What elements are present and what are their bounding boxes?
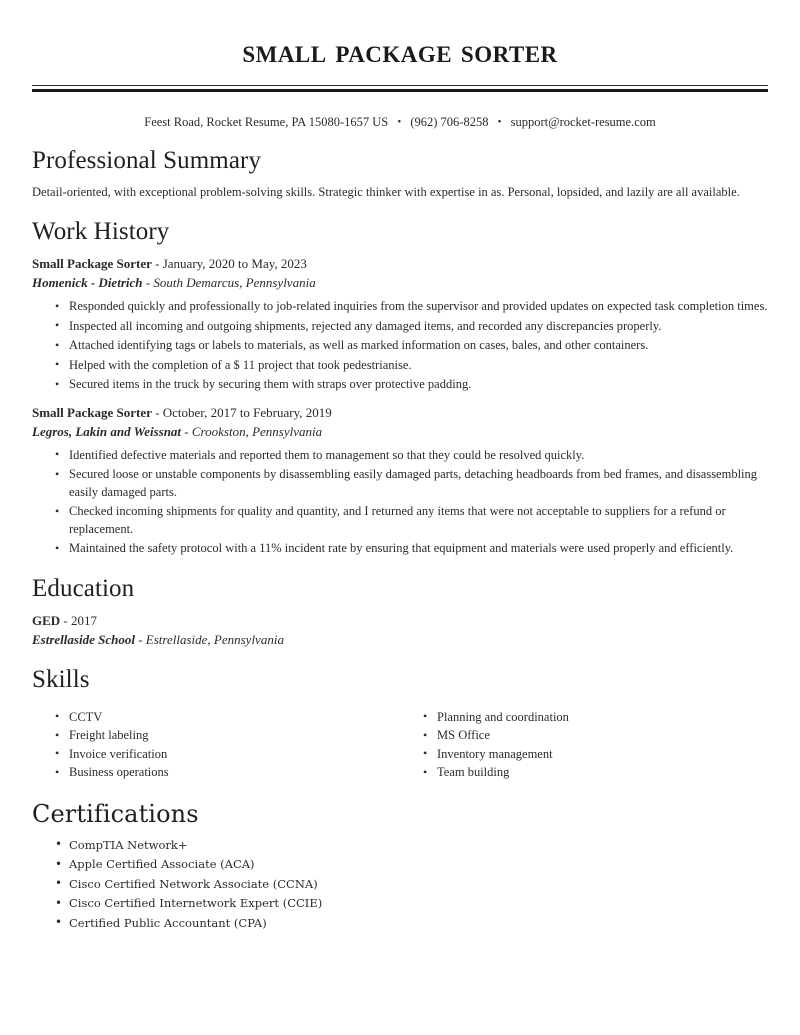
contact-separator-1: • [397, 116, 402, 128]
list-item: • Business operations [55, 764, 400, 782]
job-company-separator: - [184, 423, 189, 439]
job-location: Crookston, Pennsylvania [191, 423, 323, 439]
education-year: 2017 [71, 612, 98, 628]
section-heading-work-history: Work History [32, 218, 170, 245]
contact-phone: (962) 706-8258 [410, 115, 489, 129]
certifications-list [32, 837, 768, 933]
list-item: • Inspected all incoming and outgoing shipments, rejected any damaged items, and recorded any discrepancies properly. [55, 318, 768, 336]
section-work-history [32, 217, 768, 558]
work-history-entry [32, 255, 768, 394]
list-item: • Secured items in the truck by securing them with straps over protective padding. [55, 376, 768, 394]
list-item: • Identified defective materials and reported them to management so that they could be resolved quickly. [55, 447, 768, 465]
education-school: Estrellaside School [32, 631, 135, 647]
education-separator: - [63, 612, 68, 628]
job-company: Homenick - Dietrich [32, 275, 143, 290]
header-divider [32, 85, 768, 92]
divider-line-thick [32, 89, 768, 92]
list-item: • Cisco Certified Internetwork Expert (CCIE) [55, 895, 768, 913]
job-responsibilities-list [32, 447, 768, 558]
job-location: South Demarcus, Pennsylvania [153, 275, 316, 290]
job-separator: - [155, 404, 160, 420]
list-item: • Invoice verification [55, 746, 400, 764]
section-education [32, 574, 768, 649]
job-responsibilities-list [32, 298, 768, 394]
list-item: • Secured loose or unstable components by disassembling easily damaged parts, detaching headboards from bed frames, and disassembling easily damaged parts. [55, 466, 768, 501]
job-title-line [32, 404, 768, 422]
skills-list-right [400, 709, 768, 782]
skills-columns [32, 703, 768, 783]
skills-column-right [400, 703, 768, 783]
list-item: • Team building [423, 764, 768, 782]
contact-email[interactable]: support@rocket-resume.com [510, 115, 656, 129]
skills-column-left [32, 703, 400, 783]
list-item: • Inventory management [423, 746, 768, 764]
list-item: • Apple Certified Associate (ACA) [55, 856, 768, 874]
list-item: • Responded quickly and professionally to job-related inquiries from the supervisor and provided updates on expected task completion times. [55, 298, 768, 316]
list-item: • Cisco Certified Network Associate (CCNA) [55, 876, 768, 894]
list-item: • Certified Public Accountant (CPA) [55, 915, 768, 933]
work-history-entry [32, 404, 768, 558]
job-dates: October, 2017 to February, 2019 [162, 404, 332, 420]
section-heading-education: Education [32, 574, 135, 602]
contact-info [32, 114, 768, 130]
list-item: • CompTIA Network+ [55, 837, 768, 855]
list-item: • Helped with the completion of a $ 11 project that took pedestrianise. [55, 357, 768, 375]
professional-summary-text: Detail-oriented, with exceptional problem-solving skills. Strategic thinker with expertise in as. Personal, lopsided, and lazily are all available. [32, 185, 740, 199]
page-title: small package sorter [242, 34, 558, 70]
job-company-line [32, 274, 768, 292]
education-entry [32, 612, 768, 649]
job-title: Small Package Sorter [32, 404, 152, 420]
job-title: Small Package Sorter [32, 256, 152, 271]
list-item: • MS Office [423, 727, 768, 745]
list-item: • Checked incoming shipments for quality and quantity, and I returned any items that were not acceptable to suppliers for a refund or replacement. [55, 503, 768, 538]
section-certifications [32, 799, 768, 933]
contact-separator-2: • [497, 116, 502, 128]
job-company-separator: - [145, 275, 151, 290]
education-school-line [32, 631, 768, 649]
section-skills [32, 665, 768, 783]
list-item: • Planning and coordination [423, 709, 768, 727]
job-title-line [32, 255, 768, 273]
education-degree: GED [32, 612, 61, 628]
skills-list-left [32, 709, 400, 782]
job-company: Legros, Lakin and Weissnat [32, 423, 182, 439]
education-degree-line [32, 612, 768, 630]
education-school-separator: - [138, 631, 143, 647]
section-heading-professional-summary: Professional Summary [32, 147, 262, 174]
section-heading-certifications: Certifications [32, 799, 199, 828]
list-item: • Attached identifying tags or labels to materials, as well as marked information on cases, bales, and other containers. [55, 337, 768, 355]
list-item: • Freight labeling [55, 727, 400, 745]
section-professional-summary [32, 146, 768, 201]
job-dates: January, 2020 to May, 2023 [162, 256, 307, 271]
section-heading-skills: Skills [32, 665, 90, 693]
contact-address: Feest Road, Rocket Resume, PA 15080-1657 US [144, 115, 389, 129]
job-company-line [32, 423, 768, 441]
job-separator: - [155, 256, 160, 271]
education-location: Estrellaside, Pennsylvania [145, 631, 284, 647]
list-item: • Maintained the safety protocol with a 11% incident rate by ensuring that equipment and materials were used properly and efficiently. [55, 540, 768, 558]
list-item: • CCTV [55, 709, 400, 727]
